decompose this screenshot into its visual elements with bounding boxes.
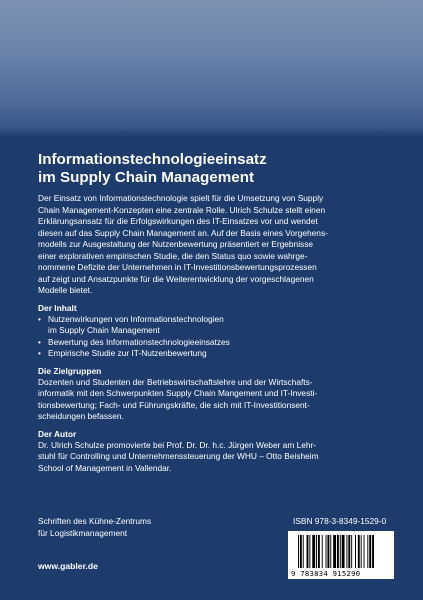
barcode-bar xyxy=(372,535,374,568)
description-line: einer explorativen empirischen Studie, die den Status quo sowie wahrge- xyxy=(38,250,308,261)
barcode-bar xyxy=(348,535,350,568)
series-line: für Logistikmanagement xyxy=(38,527,128,538)
barcode-bar xyxy=(309,535,310,568)
list-item-line: Nutzenwirkungen von Informationstechnologien xyxy=(48,313,224,324)
bullet-icon: • xyxy=(38,313,41,324)
autor-line: Dr. Ulrich Schulze promovierte bei Prof. Dr. Dr. h.c. Jürgen Weber am Lehr- xyxy=(38,439,317,450)
barcode-bar xyxy=(327,535,329,568)
barcode-bar xyxy=(355,535,356,568)
barcode-bar xyxy=(337,535,339,568)
description-line: Modelle bietet. xyxy=(38,285,93,296)
series-name xyxy=(38,516,151,539)
barcode-bar xyxy=(367,535,368,568)
list-item-line: Empirische Studie zur IT-Nutzenbewertung xyxy=(48,348,207,359)
description-line: Erklärungsansatz für die Erfolgswirkungen des IT-Einsatzes vor und wendet xyxy=(38,216,318,227)
barcode-bar xyxy=(342,535,345,568)
zielgruppen-text xyxy=(38,377,393,423)
zielgruppen-line: tionsbewertung; Fach- und Führungskräfte, die sich mit IT-Investitionsent- xyxy=(38,399,310,410)
list-item xyxy=(38,337,393,348)
autor-line: School of Management in Vallendar. xyxy=(38,462,172,473)
barcode-bar xyxy=(361,535,362,568)
description-line: nommene Defizite der Unternehmen in IT-Investitionsbewertungsprozessen xyxy=(38,262,317,273)
barcode-bar xyxy=(330,535,331,568)
barcode-bar xyxy=(322,535,323,568)
barcode-bar xyxy=(303,535,304,568)
inhalt-heading: Der Inhalt xyxy=(38,302,77,313)
zielgruppen-heading: Die Zielgruppen xyxy=(38,365,102,376)
isbn-number: ISBN 978-3-8349-1529-0 xyxy=(293,516,387,526)
barcode-bar xyxy=(364,535,365,568)
zielgruppen-line: informatik mit den Schwerpunkten Supply Chain Mangement und IT-Investi- xyxy=(38,388,318,399)
list-item xyxy=(38,348,393,359)
barcode xyxy=(288,531,394,579)
barcode-bar xyxy=(346,535,347,568)
zielgruppen-line: scheidungen befassen. xyxy=(38,411,124,422)
book-title xyxy=(38,151,393,186)
barcode-digits: 9 783834 915290 xyxy=(291,569,361,578)
barcode-bar xyxy=(340,535,341,568)
autor-line: stuhl für Controlling und Unternehmenssteuerung der WHU – Otto Beisheim xyxy=(38,451,319,462)
barcode-bar xyxy=(351,535,352,568)
barcode-bar xyxy=(300,535,302,568)
bullet-icon: • xyxy=(38,348,41,359)
barcode-bar xyxy=(307,535,309,568)
barcode-bar xyxy=(369,535,371,568)
description-line: modells zur Ausgestaltung der Nutzenbewertung präsentiert er Ergebnisse xyxy=(38,239,314,250)
bullet-icon: • xyxy=(38,336,41,347)
barcode-bar xyxy=(312,535,315,568)
barcode-bar xyxy=(326,535,327,568)
barcode-bar xyxy=(298,535,299,568)
barcode-bar xyxy=(358,535,360,568)
autor-heading: Der Autor xyxy=(38,428,77,439)
autor-text xyxy=(38,440,393,475)
list-item-line: im Supply Chain Management xyxy=(48,325,160,336)
list-item-line: Bewertung des Informationstechnologieeinsatzes xyxy=(48,336,230,347)
title-line: im Supply Chain Management xyxy=(38,168,255,186)
list-item xyxy=(38,314,393,337)
back-cover-content xyxy=(38,151,393,474)
inhalt-list xyxy=(38,314,393,360)
description-line: auf zeigt und Ansatzpunkte für die Weiterentwicklung der vorgeschlagenen xyxy=(38,273,314,284)
barcode-bar xyxy=(316,535,317,568)
description-line: Chain Management-Konzepten eine zentrale Rolle. Ulrich Schulze stellt einen xyxy=(38,204,326,215)
description-line: Der Einsatz von Informationstechnologie spielt für die Umsetzung von Supply xyxy=(38,193,324,203)
series-line: Schriften des Kühne-Zentrums xyxy=(38,516,152,526)
description xyxy=(38,193,393,297)
title-line: Informationstechnologieeinsatz xyxy=(38,151,267,168)
top-color-band xyxy=(0,0,423,138)
barcode-bar xyxy=(333,535,336,568)
publisher-url: www.gabler.de xyxy=(38,561,98,571)
zielgruppen-line: Dozenten und Studenten der Betriebswirtschaftslehre und der Wirtschafts- xyxy=(38,376,313,387)
description-line: diesen auf das Supply Chain Management an. Auf der Basis eines Vorgehens- xyxy=(38,227,328,238)
barcode-bar xyxy=(318,535,320,568)
